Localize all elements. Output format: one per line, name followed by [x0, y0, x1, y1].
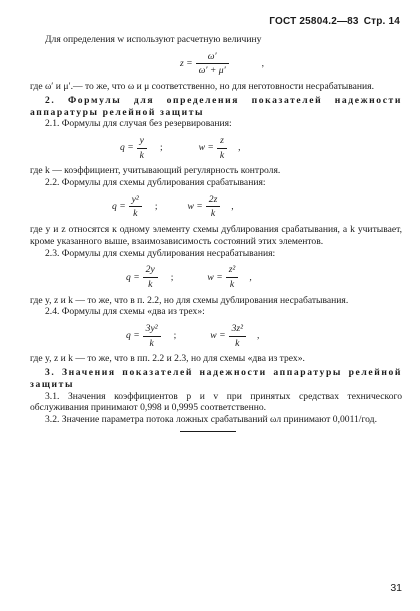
numerator: z² [228, 264, 236, 276]
subsection-2-1: 2.1. Формулы для случая без резервирования: [45, 118, 232, 130]
semicolon: ; [173, 330, 177, 342]
fraction-bar [196, 63, 229, 64]
numerator: 2y [145, 264, 155, 276]
numerator: 3y² [145, 323, 158, 335]
fraction-2-2-q [129, 194, 142, 220]
fraction-2-1-w [217, 135, 227, 161]
formula-2-4-w: w = [210, 330, 226, 342]
formula-2-3-w: w = [207, 271, 223, 283]
subsection-3-2: 3.2. Значение параметра потока ложных срабатываний ωл принимают 0,0011/год. [45, 413, 377, 425]
numerator: 3z² [231, 323, 243, 335]
fraction-2-2-w [206, 194, 221, 220]
page-header [269, 16, 400, 28]
formula-z [30, 51, 402, 77]
subsection-2-4: 2.4. Формулы для схемы «два из трех»: [45, 306, 205, 318]
formula-2-4-q: q = [126, 330, 140, 342]
semicolon: ; [170, 271, 174, 283]
denominator: k [229, 278, 235, 290]
formula-2-2-q: q = [112, 201, 126, 213]
fraction-z-numerator: ω′ [207, 50, 217, 62]
denominator: k [210, 208, 216, 220]
paragraph-where-yzk-2-3: где y, z и k — то же, что в пп. 2.2 и 2.3, но для схемы «два из трех». [30, 353, 305, 365]
formula-2-1-w: w = [198, 142, 214, 154]
section-2-title: 2. Формулы для определения показателей надежности аппаратуры релейной защиты [30, 94, 402, 118]
paragraph-w-intro: Для определения w используют расчетную величину [45, 34, 262, 45]
fraction-2-4-w [229, 323, 246, 349]
formula-2-4 [30, 323, 402, 349]
numerator: z [220, 134, 224, 146]
page-number: 31 [390, 582, 402, 595]
fraction-bar [143, 277, 158, 278]
fraction-bar [206, 206, 221, 207]
fraction-bar [217, 148, 227, 149]
denominator: k [148, 278, 153, 290]
fraction-bar [226, 277, 239, 278]
fraction-bar [143, 336, 161, 337]
page-content [30, 34, 402, 426]
gost-number: ГОСТ 25804.2—83 [269, 16, 359, 27]
section-3-title: 3. Значения показателей надежности аппаратуры релейной защиты [30, 367, 402, 390]
formula-2-2 [30, 194, 402, 220]
paragraph-where-yz-dup: где y и z относятся к одному элементу схемы дублирования срабатывания, а k учитывает, кроме указанного выше, взаимозависимость состояний этих элементов. [30, 224, 402, 247]
denominator: k [139, 149, 144, 161]
fraction-bar [129, 206, 142, 207]
numerator: 2z [208, 193, 218, 205]
fraction-z [196, 51, 229, 77]
formula-2-3-q: q = [126, 271, 140, 283]
denominator: k [219, 149, 225, 161]
comma: , [231, 201, 234, 213]
semicolon: ; [159, 142, 163, 154]
subsection-2-2: 2.2. Формулы для схемы дублирования срабатывания: [45, 177, 266, 189]
formula-z-comma: , [261, 58, 265, 70]
subsection-2-3: 2.3. Формулы для схемы дублирования несрабатывания: [45, 247, 276, 259]
numerator: y² [131, 193, 139, 205]
comma: , [238, 142, 241, 154]
denominator: k [133, 208, 138, 220]
fraction-2-3-w [226, 264, 239, 290]
numerator: y [139, 134, 144, 146]
fraction-z-denominator: ω′ + μ′ [198, 65, 226, 77]
comma: , [249, 271, 252, 283]
fraction-bar [137, 148, 147, 149]
paragraph-where-k: где k — коэффициент, учитывающий регулярность контроля. [30, 165, 281, 177]
denominator: k [149, 337, 154, 349]
comma: , [256, 330, 260, 342]
formula-2-2-w: w = [187, 201, 203, 213]
fraction-bar [229, 336, 246, 337]
subsection-3-1: 3.1. Значения коэффициентов p и v при принятых средствах технического обслуживания принимают 0,998 и 0,9995 соответственно. [30, 390, 402, 414]
fraction-2-4-q [143, 323, 161, 349]
formula-z-lhs: z = [180, 58, 193, 70]
fraction-2-3-q [143, 264, 158, 290]
header-page-label: Стр. 14 [363, 16, 400, 27]
end-rule [180, 431, 236, 432]
denominator: k [235, 337, 240, 349]
semicolon: ; [154, 201, 158, 213]
paragraph-where-omega-mu: где ω′ и μ′.— то же, что ω и μ соответственно, но для неготовности несрабатывания. [30, 81, 374, 93]
formula-2-1 [30, 135, 402, 161]
formula-2-1-q: q = [120, 142, 134, 154]
formula-2-3 [30, 264, 402, 290]
fraction-2-1-q [137, 135, 147, 161]
paragraph-where-yzk-2-2: где y, z и k — то же, что в п. 2.2, но для схемы дублирования несрабатывания. [30, 294, 349, 306]
